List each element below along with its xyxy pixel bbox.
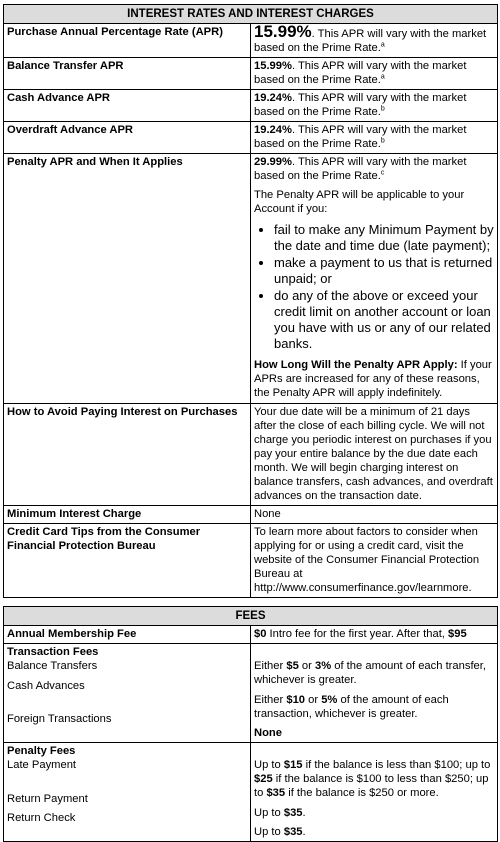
late-payment-text-b: if the balance is less than $100; up to (302, 759, 491, 771)
penalty-apr-row (4, 154, 498, 404)
foreign-transactions-amount: None (254, 727, 282, 739)
penalty-apr-rate: 29.99% (254, 156, 292, 168)
balance-transfer-apr-footnote: a (380, 73, 385, 81)
cash-advance-apr-text: . This APR will vary with the market based on the Prime Rate. (254, 92, 467, 118)
overdraft-advance-apr-rate: 19.24% (254, 124, 292, 136)
return-payment-label: Return Payment (7, 793, 88, 805)
return-payment-value (254, 806, 494, 820)
purchase-apr-text: . This APR will vary with the market based on the Prime Rate. (254, 28, 487, 54)
annual-fee-amount: $95 (448, 628, 467, 640)
annual-fee-value (251, 626, 498, 644)
balance-transfers-suffix: of the amount of each transfer, whichever is greater. (254, 660, 486, 686)
late-payment-text-d: if the balance is $250 or more. (285, 787, 439, 799)
balance-transfers-value (254, 659, 494, 687)
cash-advances-flat: $10 (286, 694, 306, 706)
return-payment-text: Up to (254, 807, 284, 819)
penalty-condition-item: • do any of the above or exceed your credit limit on another account or loan you have with us or any of our related banks. (274, 288, 494, 352)
purchase-apr-label: Purchase Annual Percentage Rate (APR) (4, 24, 251, 58)
avoid-interest-row (4, 404, 498, 506)
late-payment-value (254, 758, 494, 800)
annual-fee-row (4, 626, 498, 644)
cash-advances-suffix: of the amount of each transaction, whichever is greater. (254, 694, 449, 720)
transaction-fees-labels (4, 644, 251, 743)
late-payment-amount-1: $15 (283, 759, 303, 771)
cash-advance-apr-label: Cash Advance APR (4, 90, 251, 122)
annual-fee-text: Intro fee for the first year. After that, (266, 628, 449, 640)
penalty-condition-item: • fail to make any Minimum Payment by the date and time due (late payment); (274, 222, 494, 254)
cash-advances-percent: 5% (321, 694, 338, 706)
penalty-fees-values (251, 743, 498, 842)
balance-transfers-or: or (298, 660, 315, 672)
fees-table (3, 606, 498, 842)
late-payment-text-c: if the balance is $100 to less than $250; up to (254, 773, 489, 799)
penalty-fees-labels (4, 743, 251, 842)
transaction-fees-heading: Transaction Fees (7, 646, 99, 658)
purchase-apr-row (4, 24, 498, 58)
purchase-apr-rate: 15.99% (254, 22, 312, 41)
cash-advances-value (254, 693, 494, 721)
transaction-fees-values (251, 644, 498, 743)
late-payment-amount-2: $25 (254, 773, 273, 785)
foreign-transactions-value (254, 726, 494, 740)
overdraft-advance-apr-label: Overdraft Advance APR (4, 122, 251, 154)
penalty-apr-label: Penalty APR and When It Applies (4, 154, 251, 404)
minimum-interest-label: Minimum Interest Charge (4, 506, 251, 524)
late-payment-label: Late Payment (7, 759, 77, 771)
penalty-apr-text: . This APR will vary with the market based on the Prime Rate. (254, 156, 467, 182)
fees-header: FEES (4, 607, 498, 626)
credit-card-tips-row (4, 524, 498, 598)
credit-card-tips-text: To learn more about factors to consider when applying for or using a credit card, visit the website of the Consumer Financial Protection Bureau at http://www.consumerfinance.gov/learnmore. (251, 524, 498, 598)
penalty-apr-conditions-list (254, 222, 494, 352)
credit-card-tips-label: Credit Card Tips from the Consumer Financial Protection Bureau (4, 524, 251, 598)
cash-advance-apr-value (251, 90, 498, 122)
cash-advance-apr-rate: 19.24% (254, 92, 292, 104)
overdraft-advance-apr-value (251, 122, 498, 154)
overdraft-advance-apr-row (4, 122, 498, 154)
return-check-amount: $35 (283, 826, 303, 838)
balance-transfer-apr-row (4, 58, 498, 90)
cash-advances-or: or (305, 694, 322, 706)
penalty-duration-note (254, 358, 494, 400)
balance-transfer-apr-text: . This APR will vary with the market based on the Prime Rate. (254, 60, 467, 86)
balance-transfer-apr-rate: 15.99% (254, 60, 292, 72)
minimum-interest-row (4, 506, 498, 524)
interest-rates-table (3, 4, 498, 598)
return-check-value (254, 825, 494, 839)
return-check-period: . (302, 826, 306, 838)
foreign-transactions-label: Foreign Transactions (7, 713, 112, 725)
late-payment-text-a: Up to (254, 759, 284, 771)
return-payment-amount: $35 (283, 807, 303, 819)
late-payment-amount-3: $35 (266, 787, 286, 799)
penalty-duration-label: How Long Will the Penalty APR Apply: (254, 359, 458, 371)
balance-transfer-apr-value (251, 58, 498, 90)
annual-fee-intro-amount: $0 (254, 628, 267, 640)
return-payment-period: . (302, 807, 306, 819)
balance-transfers-text: Either (254, 660, 287, 672)
penalty-fees-row (4, 743, 498, 842)
penalty-apr-value (251, 154, 498, 404)
purchase-apr-footnote: a (380, 41, 385, 49)
minimum-interest-value: None (251, 506, 498, 524)
balance-transfers-label: Balance Transfers (7, 660, 98, 672)
penalty-condition-item: • make a payment to us that is returned unpaid; or (274, 255, 494, 287)
purchase-apr-value (251, 24, 498, 58)
penalty-duration-text: If your APRs are increased for any of these reasons, the Penalty APR will apply indefinitely. (254, 359, 492, 399)
balance-transfer-apr-label: Balance Transfer APR (4, 58, 251, 90)
overdraft-advance-apr-footnote: b (380, 137, 385, 145)
interest-rates-header: INTEREST RATES AND INTEREST CHARGES (4, 5, 498, 24)
balance-transfers-flat: $5 (286, 660, 299, 672)
cash-advance-apr-row (4, 90, 498, 122)
return-check-text: Up to (254, 826, 284, 838)
avoid-interest-text: Your due date will be a minimum of 21 days after the close of each billing cycle. We will not charge you periodic interest on purchases if you pay your entire balance by the due date each month. We will begin charging interest on balance transfers, cash advances, and overdraft advances on the transaction date. (251, 404, 498, 506)
cash-advance-apr-footnote: b (380, 105, 385, 113)
cash-advances-text: Either (254, 694, 287, 706)
penalty-fees-heading: Penalty Fees (7, 745, 76, 757)
penalty-apr-footnote: c (380, 169, 385, 177)
avoid-interest-label: How to Avoid Paying Interest on Purchases (4, 404, 251, 506)
penalty-apr-intro: The Penalty APR will be applicable to your Account if you: (254, 189, 465, 215)
cash-advances-label: Cash Advances (7, 680, 85, 692)
return-check-label: Return Check (7, 812, 76, 824)
overdraft-advance-apr-text: . This APR will vary with the market based on the Prime Rate. (254, 124, 467, 150)
annual-fee-label: Annual Membership Fee (4, 626, 251, 644)
balance-transfers-percent: 3% (314, 660, 332, 672)
transaction-fees-row (4, 644, 498, 743)
